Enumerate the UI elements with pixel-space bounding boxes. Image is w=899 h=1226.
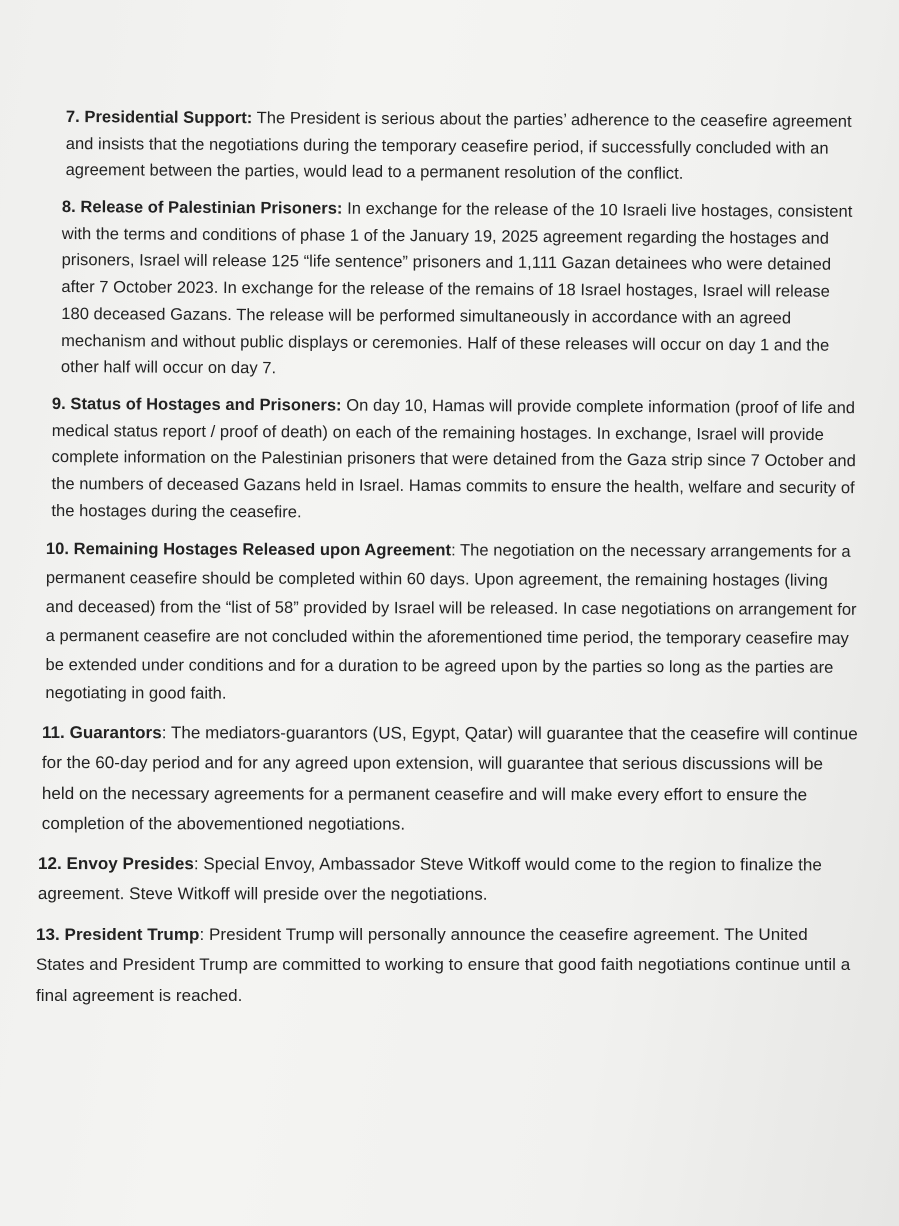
clause-body: On day 10, Hamas will provide complete information (proof of life and medical status report / proof of death) on each of the remaining hostages. In exchange, Israel will provide complete information on the Palestinian prisoners that were detained from the Gaza strip since 7 October and the numbers of deceased Gazans held in Israel. Hamas commits to ensure the health, welfare and security of the hostages during the ceasefire. — [51, 396, 856, 522]
clause-12-envoy-presides — [38, 849, 859, 911]
clause-7-presidential-support — [66, 104, 859, 189]
clause-heading: 10. Remaining Hostages Released upon Agreement — [45, 539, 452, 560]
clause-13-president-trump — [36, 920, 859, 1012]
clause-heading: 11. Guarantors — [41, 723, 162, 743]
clause-body: The President is serious about the parties’ adherence to the ceasefire agreement and insists that the negotiations during the temporary ceasefire period, if successfully concluded with an agreement between the parties, would lead to a permanent resolution of the conflict. — [65, 109, 852, 184]
clause-heading: 8. Release of Palestinian Prisoners: — [61, 198, 343, 218]
clause-11-guarantors — [42, 718, 859, 840]
clause-heading: 13. President Trump — [36, 924, 200, 944]
clause-body: : Special Envoy, Ambassador Steve Witkoff would come to the region to finalize the agreement. Steve Witkoff will preside over the negotiations. — [37, 854, 822, 905]
clause-body: : President Trump will personally announce the ceasefire agreement. The United States and President Trump are committed to working to ensure that good faith negotiations continue until a final agreement is reached. — [36, 924, 851, 1005]
clause-body: : The negotiation on the necessary arrangements for a permanent ceasefire should be completed within 60 days. Upon agreement, the remaining hostages (living and deceased) from the “list of 58” provided by Israel will be released. In case negotiations on arrangement for a permanent ceasefire are not concluded within the aforementioned time period, the temporary ceasefire may be extended under conditions and for a duration to be agreed upon by the parties so long as the parties are negotiating in good faith. — [45, 541, 857, 703]
clause-heading: 12. Envoy Presides — [37, 854, 194, 874]
clause-10-remaining-hostages-released — [45, 535, 859, 711]
clause-body: In exchange for the release of the 10 Israeli live hostages, consistent with the terms and conditions of phase 1 of the January 19, 2025 agreement regarding the hostages and prisoners, Israel will release 125 “life sentence” prisoners and 1,111 Gazan detainees who were detained after 7 October 2023. In exchange for the release of the remains of 18 Israel hostages, Israel will release 180 deceased Gazans. The release will be performed simultaneously in accordance with an agreed mechanism and without public displays or ceremonies. Half of these releases will occur on day 1 and the other half will occur on day 7. — [60, 199, 853, 378]
clause-body: : The mediators-guarantors (US, Egypt, Qatar) will guarantee that the ceasefire will continue for the 60-day period and for any agreed upon extension, will guarantee that serious discussions will be held on the necessary agreements for a permanent ceasefire and will make every effort to ensure the completion of the abovementioned negotiations. — [41, 723, 858, 834]
clause-heading: 9. Status of Hostages and Prisoners: — [51, 395, 342, 415]
clause-heading: 7. Presidential Support: — [65, 107, 253, 128]
clause-8-release-of-palestinian-prisoners — [61, 194, 859, 386]
clause-9-status-of-hostages-and-prisoners — [51, 391, 859, 529]
